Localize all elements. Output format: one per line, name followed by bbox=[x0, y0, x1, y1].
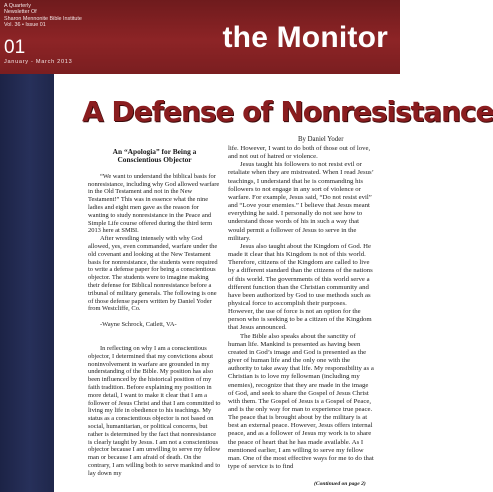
article-byline: By Daniel Yoder bbox=[298, 136, 344, 143]
subhead-line: Conscientious Objector bbox=[117, 155, 192, 165]
masthead bbox=[0, 0, 400, 74]
spacer bbox=[88, 313, 221, 321]
right-column bbox=[228, 145, 374, 471]
body-paragraph: life. However, I want to do both of those out of love, and not out of hatred or violence. bbox=[228, 145, 371, 161]
article-headline: A Defense of Nonresistance bbox=[82, 95, 493, 128]
issue-date: January - March 2013 bbox=[4, 59, 73, 65]
info-line: Sharon Mennonite Bible Institute bbox=[4, 15, 82, 22]
spacer bbox=[88, 329, 221, 345]
newsletter-title: the Monitor bbox=[222, 21, 388, 54]
body-paragraph: Jesus taught his followers to not resist evil or retaliate when they are mistreated. When I read Jesus’ teachings, I understand that he is commanding his followers to not engage in any sort of violence or warfare. For example, Jesus said, “Do not resist evil” and “Love your enemies.” I believe that Jesus meant everything he said. I personally do not see how to understand those words of his in such a way that would permit a follower of Jesus to serve in the military. bbox=[228, 161, 374, 242]
issue-number: 01 bbox=[4, 37, 26, 58]
article-subhead bbox=[88, 148, 221, 165]
intro-signature: -Wayne Schrock, Catlett, VA- bbox=[100, 321, 177, 329]
left-column bbox=[88, 145, 221, 478]
sidebar-band bbox=[0, 74, 54, 492]
info-line: Vol. 36 • Issue 01 bbox=[4, 22, 46, 29]
body-paragraph: The Bible also speaks about the sanctity of human life. Mankind is presented as having been created in God’s image and God is presented as the giver of human life and the only one with the authority to take away that life. My responsibility as a Christian is to love my fellowman (including my enemies), recognize that they are made in the image of God, and seek to share the Gospel of Jesus Christ with them. The Gospel of Jesus is a Gospel of Peace, and is the only way for man to experience true peace. The peace that is brought about by the military is at best an external peace. However, Jesus offers internal peace, and as a follower of Jesus my work is to share the peace of heart that he has made available. As I mentioned earlier, I am willing to serve my fellow man. One of the most effective ways for me to do that type of service is to find bbox=[228, 332, 374, 471]
body-paragraph: “We want to understand the biblical basis for nonresistance, including why God allowed warfare in the Old Testament and not in the New Testament!” This was in essence what the nine ladies and eight men gave as the reason for wanting to study nonresistance in the Peace and Simple Life course offered during the third term 2013 here at SMBI. bbox=[88, 172, 220, 235]
body-paragraph: After wrestling intensely with why God allowed, yes, even commanded, warfare under the old covenant and looking at the New Testament basis for nonresistance, the students were required to write a defense paper for being a conscientious objector. The students were to imagine making their defense for Biblical nonresistance before a tribunal of military generals. The following is one of those defense papers written by Daniel Yoder from Westcliffe, Co. bbox=[88, 235, 218, 313]
body-paragraph: Jesus also taught about the Kingdom of God. He made it clear that his Kingdom is not of this world. Therefore, citizens of the Kingdom are called to live by a different standard than the citizens of the nations of this world. The governments of this world serve a different function than the Christian community and have been authorized by God to use methods such as physical force to accomplish their purposes. However, the use of force is not an option for the person who is seeking to be a citizen of the Kingdom that Jesus announced. bbox=[228, 242, 373, 332]
subhead-line: An “Apologia” for Being a bbox=[112, 147, 197, 156]
spacer bbox=[88, 165, 221, 173]
info-line: A Quarterly bbox=[4, 3, 31, 9]
body-paragraph: In reflecting on why I am a conscientious objector, I determined that my convictions about noninvolvement in warfare are grounded in my understanding of the Bible. My position has also been influenced by the historical position of my faith tradition. Before explaining my position in more detail, I want to make it clear that I am a follower of Jesus Christ and that I am committed to living my life in obedience to his teachings. My status as a conscientious objector is not based on social, humanitarian, or political concerns, but rather is determined by the fact that nonresistance is clearly taught by Jesus. I am not a conscientious objector because I am unwilling to serve my fellow man or because I am afraid of death. On the contrary, I am willing both to serve mankind and to lay down my bbox=[88, 344, 221, 477]
continued-note[interactable]: (Continued on page 2) bbox=[314, 481, 366, 487]
newsletter-info bbox=[4, 3, 82, 29]
info-line: Newsletter Of bbox=[4, 9, 37, 16]
